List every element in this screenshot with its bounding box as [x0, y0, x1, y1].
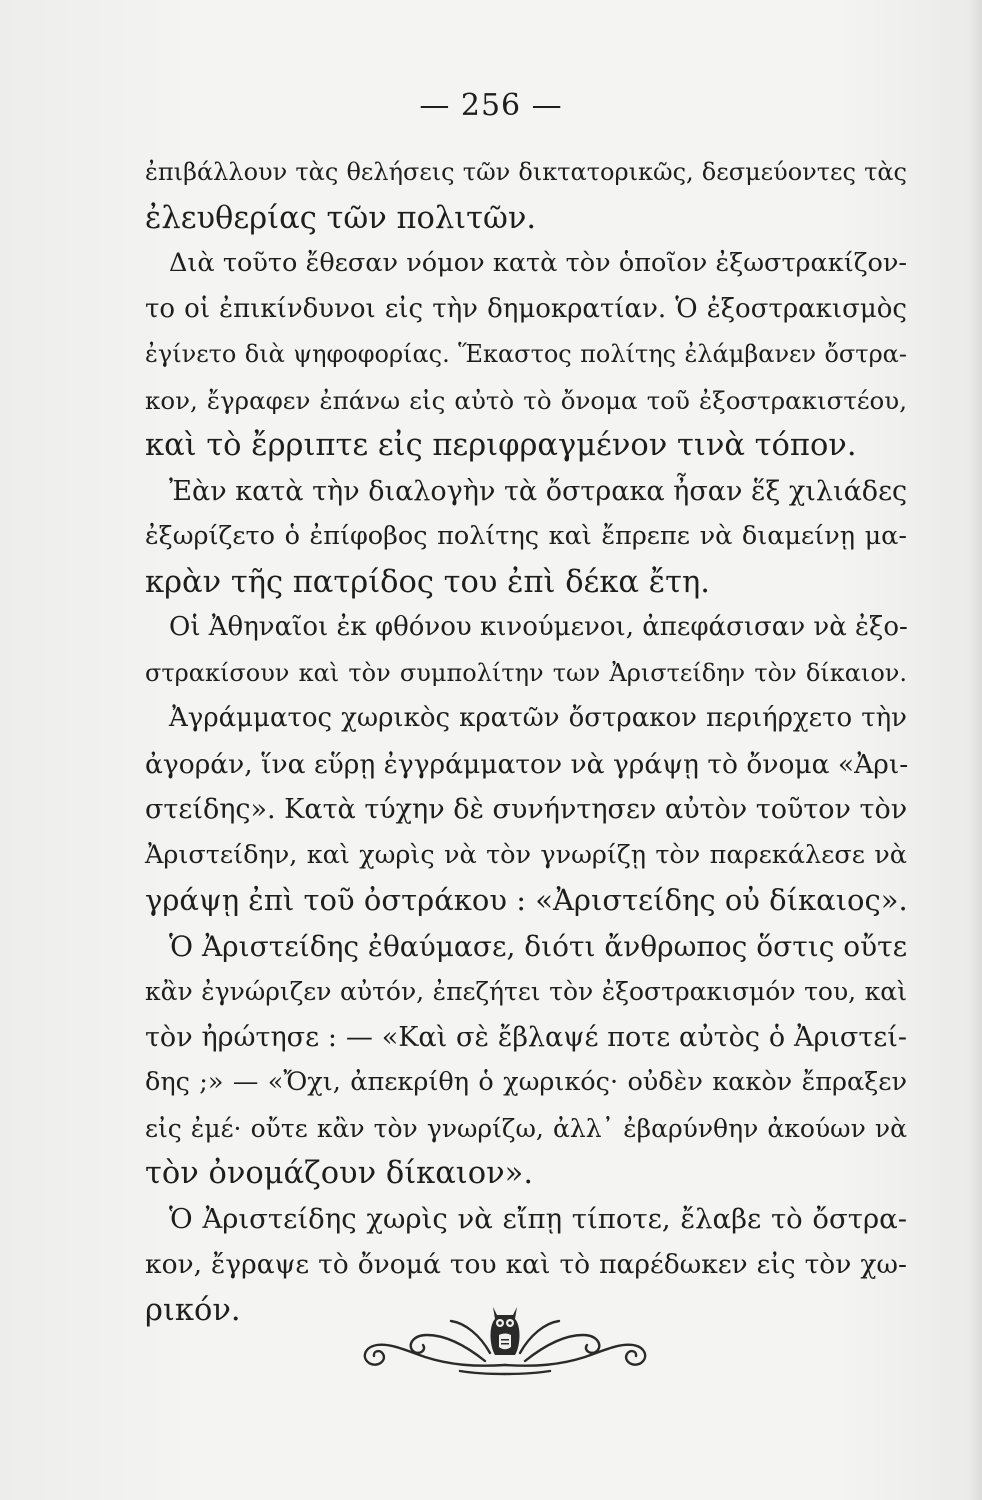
text-line: τὸν ὀνομάζουν δίκαιον». — [145, 1156, 534, 1191]
text-line: Ὁ Ἀριστείδης ἐθαύμασε, διότι ἄνθρωπος ὅστις οὔτε — [169, 929, 908, 963]
text-line: το οἱ ἐπικίνδυνοι εἰς τὴν δημοκρατίαν. Ὁ ἐξοστρακισμὸς — [145, 293, 907, 324]
text-line: γράψῃ ἐπὶ τοῦ ὀστράκου : «Ἀριστείδης οὐ δίκαιος». — [145, 883, 908, 917]
text-line: ἐπιβάλλουν τὰς θελήσεις τῶν δικτατορικῶς, δεσμεύοντες τὰς — [145, 158, 907, 186]
text-line: Διὰ τοῦτο ἔθεσαν νόμον κατὰ τὸν ὁποῖον ἐξωστρακίζον- — [169, 248, 907, 278]
text-line: στείδης». Κατὰ τύχην δὲ συνήντησεν αὐτὸν τοῦτον τὸν — [145, 794, 908, 825]
page-spine-shadow — [968, 0, 982, 1500]
text-line: εἰς ἐμέ· οὔτε κἂν τὸν γνωρίζω, ἀλλ᾽ ἐβαρύνθην ἀκούων νὰ — [145, 1113, 907, 1143]
text-line: στρακίσουν καὶ τὸν συμπολίτην των Ἀριστείδην τὸν δίκαιον. — [145, 658, 907, 687]
text-line: Ὁ Ἀριστείδης χωρὶς νὰ εἴπῃ τίποτε, ἔλαβε τὸ ὄστρα- — [169, 1202, 907, 1235]
text-line: ἐλευθερίας τῶν πολιτῶν. — [145, 200, 537, 236]
text-line: Ἀριστείδην, καὶ χωρὶς νὰ τὸν γνωρίζῃ τὸν παρεκάλεσε νὰ — [145, 839, 907, 870]
text-line: κἂν ἐγνώριζεν αὐτόν, ἐπεζήτει τὸν ἐξοστρακισμόν του, καὶ — [145, 977, 907, 1006]
owl-scroll-ornament-icon — [355, 1295, 655, 1385]
text-line: ἐγίνετο διὰ ψηφοφορίας. Ἕκαστος πολίτης ἐλάμβανεν ὄστρα- — [145, 340, 907, 368]
text-line: κον, ἔγραψε τὸ ὄνομά του καὶ τὸ παρέδωκεν εἰς τὸν χω- — [145, 1249, 907, 1280]
text-line: Ἀγράμματος χωρικὸς κρατῶν ὄστρακον περιήρχετο τὴν — [169, 703, 907, 733]
text-line: καὶ τὸ ἔρριπτε εἰς περιφραγμένον τινὰ τόπον. — [145, 428, 857, 463]
text-line: ρικόν. — [145, 1292, 241, 1328]
text-line: τὸν ἠρώτησε : — «Καὶ σὲ ἔβλαψέ ποτε αὐτὸς ὁ Ἀριστεί- — [145, 1021, 907, 1053]
text-line: Ἐὰν κατὰ τὴν διαλογὴν τὰ ὄστρακα ἦσαν ἕξ χιλιάδες — [169, 475, 908, 507]
text-line: ἀγοράν, ἵνα εὕρῃ ἐγγράμματον νὰ γράψῃ τὸ ὄνομα «Ἀρι- — [145, 748, 909, 780]
page-number: — 256 — — [419, 88, 563, 123]
text-line: ἐξωρίζετο ὁ ἐπίφοβος πολίτης καὶ ἔπρεπε νὰ διαμείνῃ μα- — [145, 521, 907, 551]
text-line: Οἱ Ἀθηναῖοι ἐκ φθόνου κινούμενοι, ἀπεφάσισαν νὰ ἐξο- — [169, 612, 908, 642]
text-line: δης ;» — «Ὄχι, ἀπεκρίθη ὁ χωρικός· οὐδὲν κακὸν ἔπραξεν — [145, 1067, 907, 1097]
body-text — [145, 150, 907, 1333]
text-line: κον, ἔγραφεν ἐπάνω εἰς αὐτὸ τὸ ὄνομα τοῦ ἐξοστρακιστέου, — [145, 385, 907, 415]
text-line: κρὰν τῆς πατρίδος του ἐπὶ δέκα ἔτη. — [145, 564, 710, 600]
